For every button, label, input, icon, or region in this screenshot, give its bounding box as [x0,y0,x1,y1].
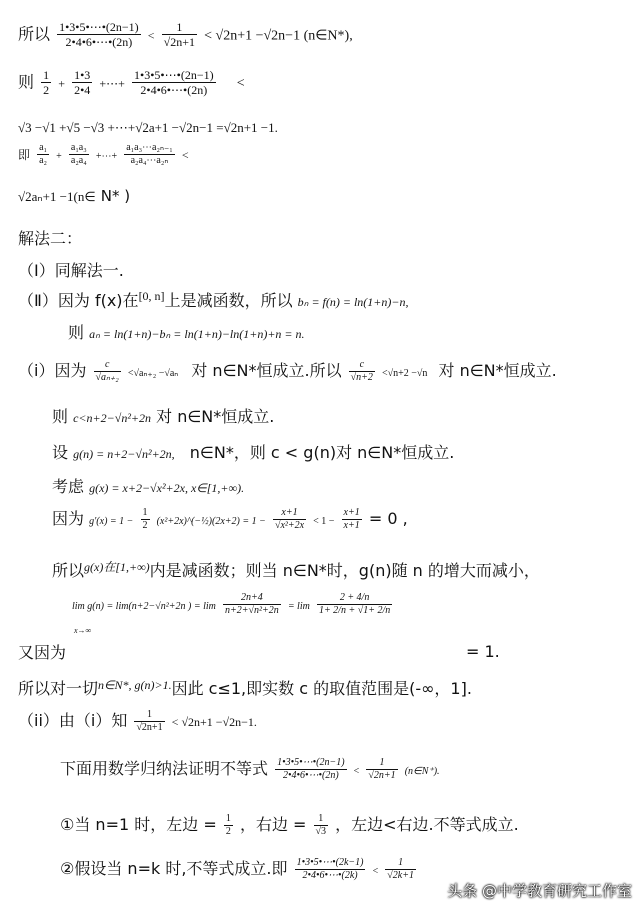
math: +⋯+ [95,151,118,162]
math: n∈N*, g(n)>1. [98,678,172,692]
line-15 [52,558,540,581]
line-4: 即 $\frac{\text{a₁}}{\text{a₂}}$ + $\frac{\text{a₁a₃}}{\text{a₂a₄}}$ +⋯+ $\frac{\text{a₁a₃⋯a₂ₙ₋₁}}{\text{a₂a₄⋯a₂ₙ}}$ < [18,142,189,166]
fraction: $\frac{1•3•5•\cdots•(2n-1)}{2•4•6•\cdots•(2n)}$ [134,68,214,98]
fraction: $\frac{\text{a₁a₃}}{\text{a₂a₄}}$ [70,142,87,166]
math: <√aₙ₊₂ −√aₙ [127,368,179,379]
fraction: $\frac{1}{√2k+1}$ [387,857,414,881]
text: n∈N*，则 c < g(n)对 n∈N*恒成立. [189,443,455,462]
fraction: $\frac{c}{\text{√aₙ₊₂}}$ [95,359,119,383]
math: c<n+2−√n²+2n [73,411,152,425]
fraction: $\frac{1}{2}$ [225,813,231,837]
fraction: $\frac{1•3•5•\cdots•(2n-1)}{2•4•6•\cdots•(2n)}$ [59,20,139,50]
fraction: 1 √ 2n+1 [162,20,197,50]
text: 所以 [52,561,85,580]
math: <√n+2 −√n [382,368,428,379]
line-19 [18,708,257,734]
line-18 [18,676,472,699]
fraction: $\frac{1}{2}$ [142,507,148,531]
line-17: 又因为 [18,643,67,662]
line-5 [18,186,130,205]
line-20 [60,756,440,782]
math: g′(x) = 1 − [89,516,134,527]
line-1 [18,20,353,50]
text: （Ⅱ）因为 f(x)在 [18,291,139,310]
fraction: $\frac{1}{√2n+1}$ [136,709,163,733]
fraction: $\frac{\text{a₁}}{\text{a₂}}$ [39,142,48,166]
math: g(x)在[1,+∞) [84,560,150,574]
math: g(x) = x+2−√x²+2x, x∈[1,+∞). [89,481,245,495]
fraction: $\frac{\text{a₁a₃⋯a₂ₙ₋₁}}{\text{a₂a₄⋯a₂ₙ}}$ [126,142,173,166]
limit-subscript: x→∞ [74,626,92,635]
math: < 1 − [313,516,335,527]
line-3: √3 −√1 +√5 −√3 +⋯+√2a+1 −√2n−1 =√2n+1 −1. [18,120,278,135]
line-22 [60,856,418,882]
fraction: $\frac{1}{√2n+1}$ [368,757,396,781]
math: lim g(n) = lim(n+2−√n²+2n ) = lim [72,601,216,612]
text: 设 [52,443,69,462]
math: = lim [287,601,310,612]
line-21 [60,812,519,838]
text: 下面用数学归纳法证明不等式 [60,759,269,778]
math: < [372,866,379,877]
text: 因此 c≤1,即实数 c 的取值范围是(-∞，1]. [171,679,472,698]
math: < [147,28,155,43]
heading-solution-two: 解法二： [18,229,83,248]
fraction: $\frac{c}{√n+2}$ [350,359,373,383]
part-one: （Ⅰ）同解法一. [18,261,124,280]
text: 则 [68,323,85,342]
line-12 [52,440,454,463]
text: 即 [18,148,31,162]
math: < √2n+1 −√2n−1. [171,715,257,729]
line-14 [52,506,408,532]
math: (n∈N⁺). [404,766,440,777]
line-16 [72,592,394,617]
math: < [353,766,360,777]
text: 所以对一切 [18,679,99,698]
fraction: $\frac{2 + 4/n}{1+ 2/n + √1+ 2/n}$ [318,592,391,616]
math: (x²+2x)^(−½)(2x+2) = 1 − [156,516,266,527]
watermark: 头条 @中学教育研究工作室 [447,882,632,900]
fraction: $\frac{1•3•5•\cdots•(2k-1)}{2•4•6•\cdots•(2k)}$ [296,857,364,881]
fraction: $\frac{1•3•5•\cdots•(2n-1)}{2•4•6•\cdots•(2n)}$ [277,757,345,781]
math: bₙ = f(n) = ln(1+n)−n, [297,295,409,309]
text: 则 [18,72,35,92]
math: √2aₙ+1 −1(n∈ [18,189,96,204]
text: 对 n∈N*恒成立. [156,407,275,426]
text: ②假设当 n=k 时,不等式成立.即 [60,859,288,878]
text: 所以 [18,24,51,44]
math: g(n) = n+2−√n²+2n, [73,447,175,461]
line-2: 则 $\frac{1}{2}$ + $\frac{1•3}{2•4}$ +⋯+ $\frac{1•3•5•\cdots•(2n-1)}{2•4•6•\cdots•(2n)}$ < [18,68,245,98]
fraction: $\frac{2n+4}{\text{n+2+√n²+2n}}$ [224,592,279,616]
fraction: $\frac{x+1}{\text{√x²+2x}}$ [274,507,305,531]
fraction: $\frac{1}{2}$ [43,68,50,98]
math: < √2n+1 −√2n−1 (n∈N*), [204,28,353,44]
line-11 [52,404,274,427]
text: 考虑 [52,477,85,496]
text: = 0 , [368,509,408,528]
text: 上是减函数，所以 [164,291,293,310]
part-two [18,288,409,311]
line-9 [68,320,305,343]
math: < [236,76,245,92]
math: < [181,148,189,162]
text: ，左边<右边.不等式成立. [335,815,519,834]
text: 对 n∈N*恒成立.所以 [191,361,342,380]
limit-result: = 1. [466,642,500,661]
line-10 [18,358,557,384]
fraction: $\frac{x+1}{x+1}$ [343,507,360,531]
math: N* ) [100,187,131,205]
text: 对 n∈N*恒成立. [438,361,557,380]
text: （ii）由（i）知 [18,711,128,730]
text: ①当 n=1 时，左边 = [60,815,217,834]
fraction: $\frac{1}{√3}$ [315,813,327,837]
math: aₙ = ln(1+n)−bₙ = ln(1+n)−ln(1+n)+n = n. [89,327,305,341]
text: 内是减函数；则当 n∈N*时，g(n)随 n 的增大而减小， [149,561,540,580]
text: （i）因为 [18,361,87,380]
line-13 [52,474,244,497]
fraction: $\frac{1•3}{2•4}$ [74,68,91,98]
text: 因为 [52,509,85,528]
text: ，右边 = [239,815,307,834]
math: +⋯+ [99,76,125,91]
math: [0, n] [138,289,165,303]
text: 则 [52,407,69,426]
